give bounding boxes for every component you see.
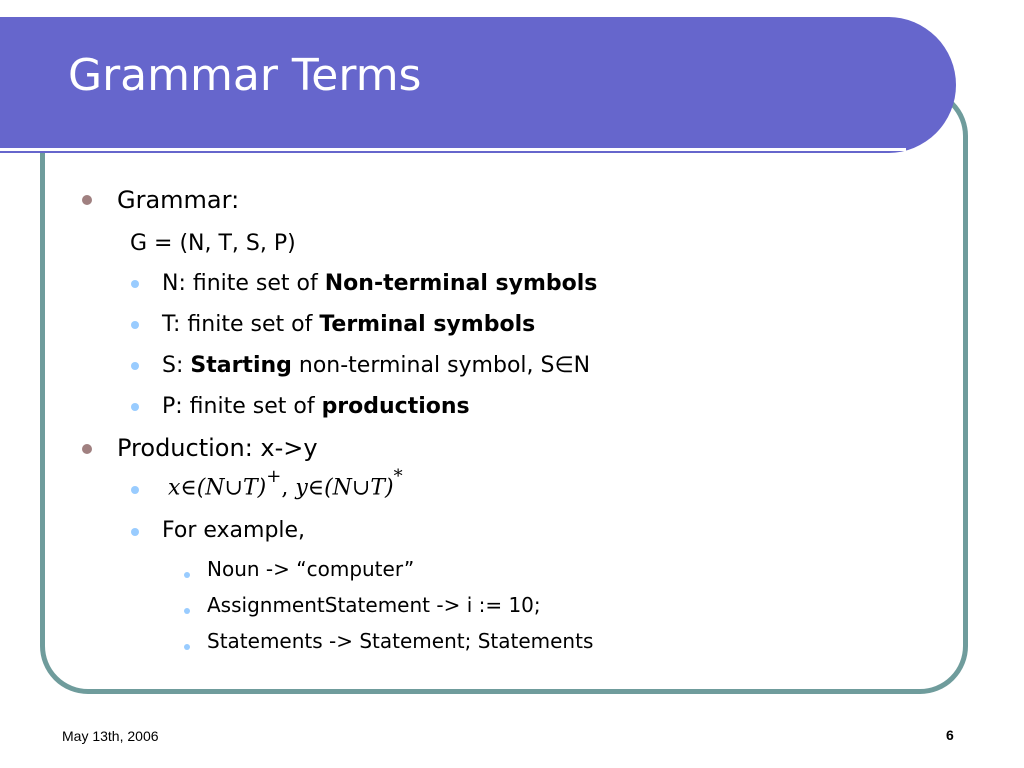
item-start-symbol: [162, 353, 590, 378]
formula-in: ∈: [307, 475, 325, 501]
production-formula: [168, 466, 403, 501]
item-text: N: finite set of: [162, 271, 325, 296]
bullet-dot: [131, 403, 139, 411]
grammar-definition: G = (N, T, S, P): [130, 231, 296, 256]
page-number: 6: [946, 727, 954, 743]
formula-plus: +: [266, 466, 282, 487]
formula-in: ∈: [180, 475, 197, 501]
bullet-dot: [131, 321, 139, 329]
bullet-grammar: Grammar:: [117, 186, 240, 214]
item-nonterminals: [162, 271, 597, 296]
example-statements: Statements -> Statement; Statements: [207, 629, 594, 653]
formula-set: (N∪T): [324, 475, 394, 501]
example-assignment: AssignmentStatement -> i := 10;: [207, 593, 541, 617]
slide-title: Grammar Terms: [68, 50, 422, 101]
formula-comma: ,: [281, 475, 296, 501]
footer-date: May 13th, 2006: [62, 728, 159, 744]
item-text: non-terminal symbol, S∈N: [291, 353, 591, 378]
item-bold-text: Terminal symbols: [319, 312, 536, 337]
bullet-dot: [82, 195, 92, 205]
bullet-dot: [184, 644, 190, 650]
bullet-dot: [184, 608, 190, 614]
bullet-dot: [184, 572, 190, 578]
formula-set: (N∪T): [196, 475, 267, 501]
item-bold-text: Starting: [190, 353, 292, 378]
bullet-dot: [131, 528, 139, 536]
formula-y: y: [295, 475, 308, 501]
formula-star: *: [393, 466, 403, 487]
item-productions: [162, 394, 470, 419]
item-bold-text: Non-terminal symbols: [324, 271, 598, 296]
bullet-production: Production: x->y: [117, 434, 318, 462]
item-bold-text: productions: [321, 394, 470, 419]
item-text: P: finite set of: [162, 394, 322, 419]
bullet-dot: [131, 280, 139, 288]
formula-x: x: [168, 475, 181, 501]
item-for-example: For example,: [162, 518, 306, 543]
example-noun: Noun -> “computer”: [207, 557, 415, 581]
item-terminals: [162, 312, 535, 337]
item-text: T: finite set of: [162, 312, 320, 337]
bullet-dot: [131, 362, 139, 370]
bullet-dot: [131, 486, 139, 494]
item-text: S:: [162, 353, 191, 378]
bullet-dot: [82, 444, 92, 454]
